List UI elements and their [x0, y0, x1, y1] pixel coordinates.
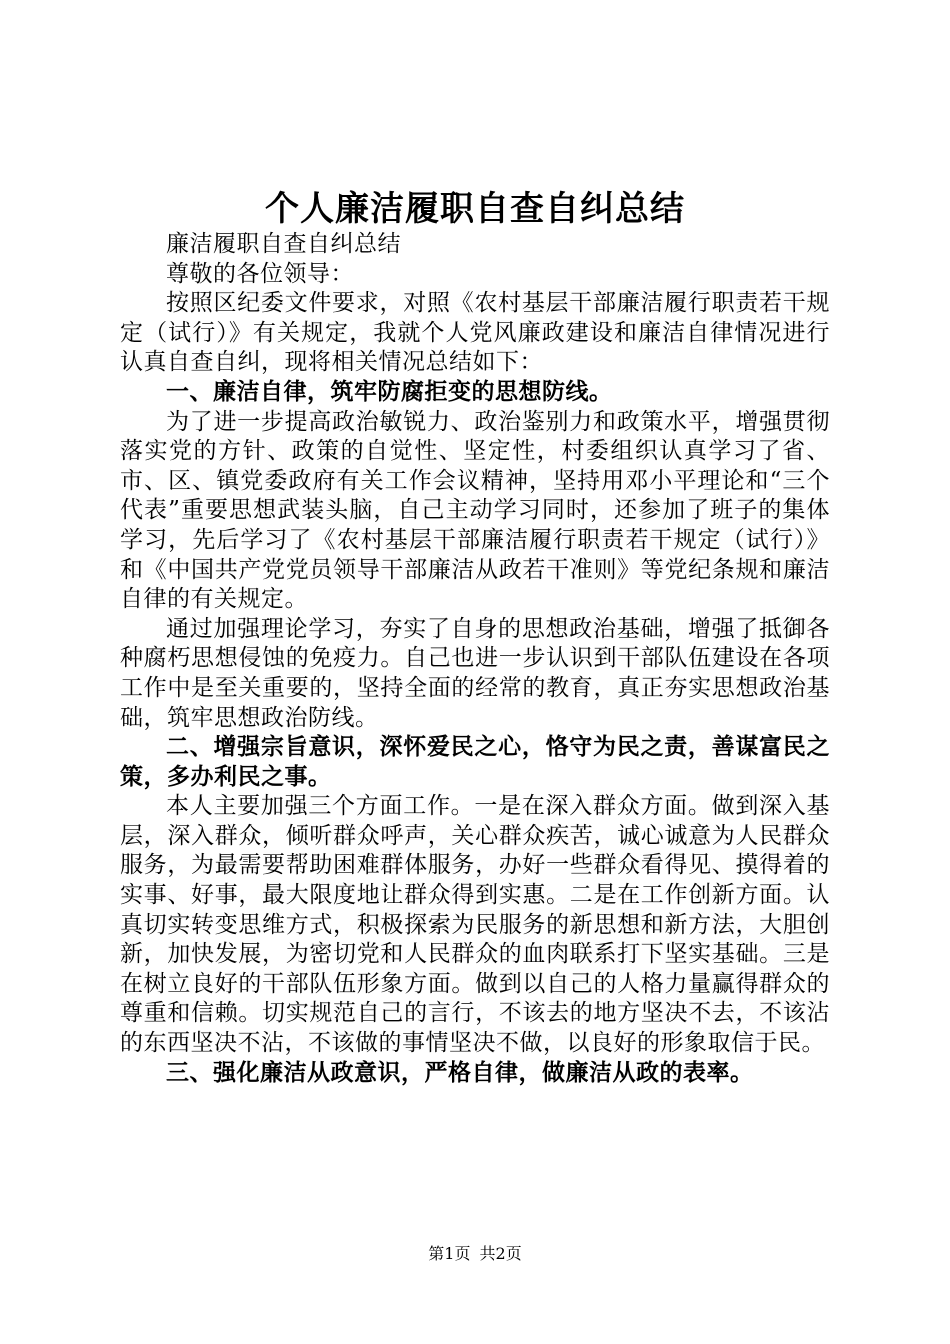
page-total: 共2页 — [479, 1244, 522, 1263]
document-title: 个人廉洁履职自查自纠总结 — [265, 189, 685, 229]
page-footer — [0, 1243, 950, 1265]
salutation-paragraph: 尊敬的各位领导： — [166, 260, 354, 287]
page-number: 第1页 — [428, 1244, 471, 1263]
body-paragraph: 通过加强理论学习，夯实了自身的思想政治基础，增强了抵御各种腐朽思想侵蚀的免疫力。自己也进一步认识到干部队伍建设在各项工作中是至关重要的，坚持全面的经常的教育，真正夯实思想政治基础，筑牢思想政治防线。 — [120, 615, 830, 731]
body-paragraph: 为了进一步提高政治敏锐力、政治鉴别力和政策水平，增强贯彻落实党的方针、政策的自觉性、坚定性，村委组织认真学习了省、市、区、镇党委政府有关工作会议精神，坚持用邓小平理论和“三个代表”重要思想武装头脑，自己主动学习同时，还参加了班子的集体学习，先后学习了《农村基层干部廉洁履行职责若干规定（试行）》和《中国共产党党员领导干部廉洁从政若干准则》等党纪条规和廉洁自律的有关规定。 — [120, 408, 830, 613]
body-paragraph: 本人主要加强三个方面工作。一是在深入群众方面。做到深入基层，深入群众，倾听群众呼声，关心群众疾苦，诚心诚意为人民群众服务，为最需要帮助困难群体服务，办好一些群众看得见、摸得着的实事、好事，最大限度地让群众得到实惠。二是在工作创新方面。认真切实转变思维方式，积极探索为民服务的新思想和新方法，大胆创新，加快发展，为密切党和人民群众的血肉联系打下坚实基础。三是在树立良好的干部队伍形象方面。做到以自己的人格力量赢得群众的尊重和信赖。切实规范自己的言行，不该去的地方坚决不去，不该沾的东西坚决不沾，不该做的事情坚决不做，以良好的形象取信于民。 — [120, 793, 830, 1057]
section-heading-1: 一、廉洁自律，筑牢防腐拒变的思想防线。 — [166, 378, 613, 405]
document-body — [120, 230, 830, 1088]
section-heading-3: 三、强化廉洁从政意识，严格自律，做廉洁从政的表率。 — [166, 1059, 754, 1086]
intro-paragraph: 按照区纪委文件要求，对照《农村基层干部廉洁履行职责若干规定（试行）》有关规定，我就个人党风廉政建设和廉洁自律情况进行认真自查自纠，现将相关情况总结如下： — [120, 290, 830, 376]
subtitle-paragraph: 廉洁履职自查自纠总结 — [166, 231, 401, 257]
section-heading-2: 二、增强宗旨意识，深怀爱民之心，恪守为民之责，善谋富民之策，多办利民之事。 — [120, 734, 830, 790]
